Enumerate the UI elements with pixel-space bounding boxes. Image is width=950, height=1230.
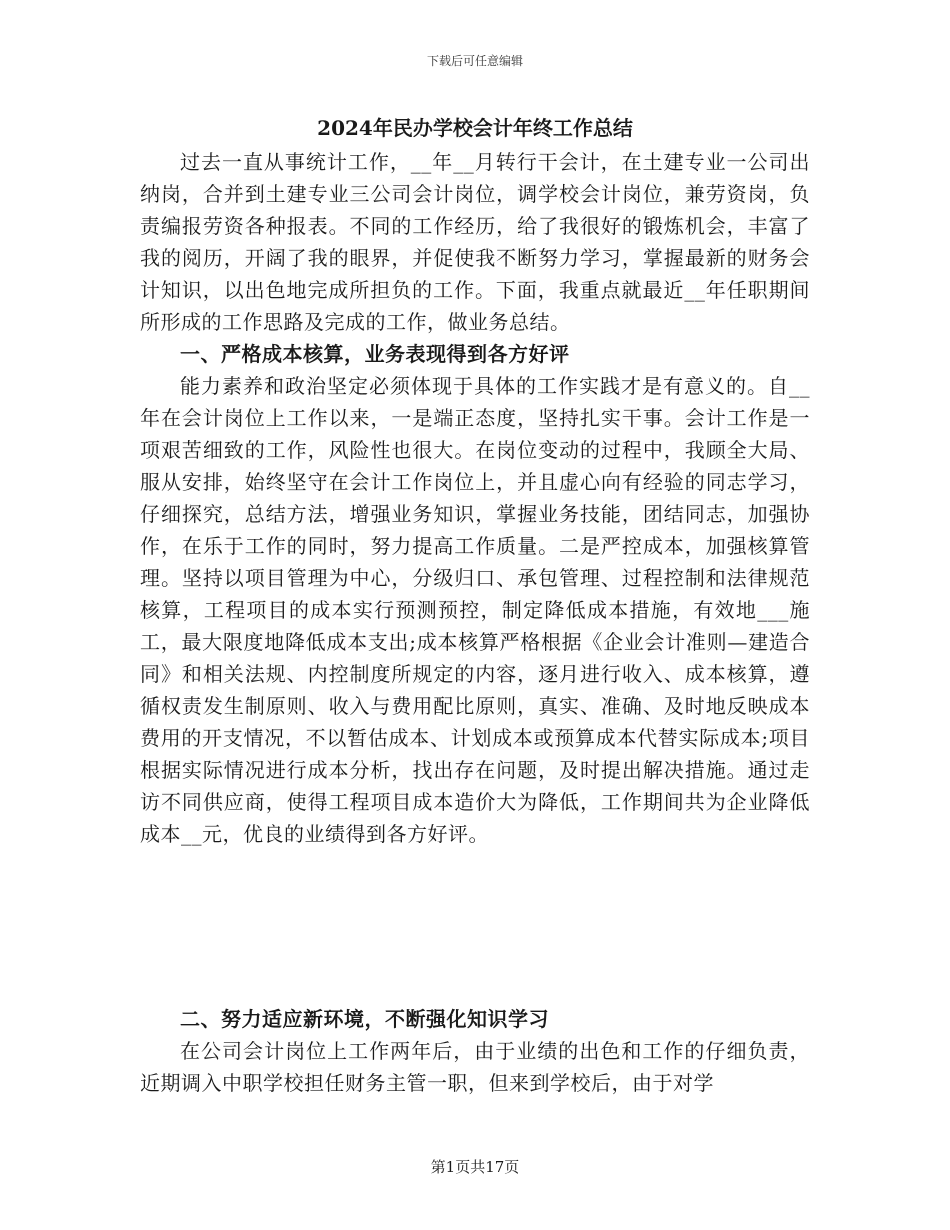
section-2-heading: 二、努力适应新环境，不断强化知识学习 <box>180 1007 549 1031</box>
document-body <box>140 146 810 850</box>
download-note: 下载后可任意编辑 <box>426 54 523 68</box>
intro-paragraph: 过去一直从事统计工作，__年__月转行干会计，在土建专业一公司出纳岗，合并到土建专业三公司会计岗位，调学校会计岗位，兼劳资岗，负责编报劳资各种报表。不同的工作经历，给了我很好的锻炼机会，丰富了我的阅历，开阔了我的眼界，并促使我不断努力学习，掌握最新的财务会计知识，以出色地完成所担负的工作。下面，我重点就最近__年任职期间所形成的工作思路及完成的工作，做业务总结。 <box>140 150 810 334</box>
page-number: 第1页共17页 <box>430 1158 520 1176</box>
document-body-continued <box>140 1003 810 1099</box>
document-title: 2024年民办学校会计年终工作总结 <box>317 116 633 140</box>
section-1-paragraph: 能力素养和政治坚定必须体现于具体的工作实践才是有意义的。自__年在会计岗位上工作以来，一是端正态度，坚持扎实干事。会计工作是一项艰苦细致的工作，风险性也很大。在岗位变动的过程中，我顾全大局、服从安排，始终坚守在会计工作岗位上，并且虚心向有经验的同志学习，仔细探究，总结方法，增强业务知识，掌握业务技能，团结同志，加强协作，在乐于工作的同时，努力提高工作质量。二是严控成本，加强核算管理。坚持以项目管理为中心，分级归口、承包管理、过程控制和法律规范核算，工程项目的成本实行预测预控，制定降低成本措施，有效地___施工，最大限度地降低成本支出;成本核算严格根据《企业会计准则—建造合同》和相关法规、内控制度所规定的内容，逐月进行收入、成本核算，遵循权责发生制原则、收入与费用配比原则，真实、准确、及时地反映成本费用的开支情况，不以暂估成本、计划成本或预算成本代替实际成本;项目根据实际情况进行成本分析，找出存在问题，及时提出解决措施。通过走访不同供应商，使得工程项目成本造价大为降低，工作期间共为企业降低成本__元，优良的业绩得到各方好评。 <box>140 374 810 846</box>
section-1-heading: 一、严格成本核算，业务表现得到各方好评 <box>180 342 570 366</box>
section-2-paragraph: 在公司会计岗位上工作两年后，由于业绩的出色和工作的仔细负责，近期调入中职学校担任财务主管一职，但来到学校后，由于对学 <box>140 1039 810 1095</box>
